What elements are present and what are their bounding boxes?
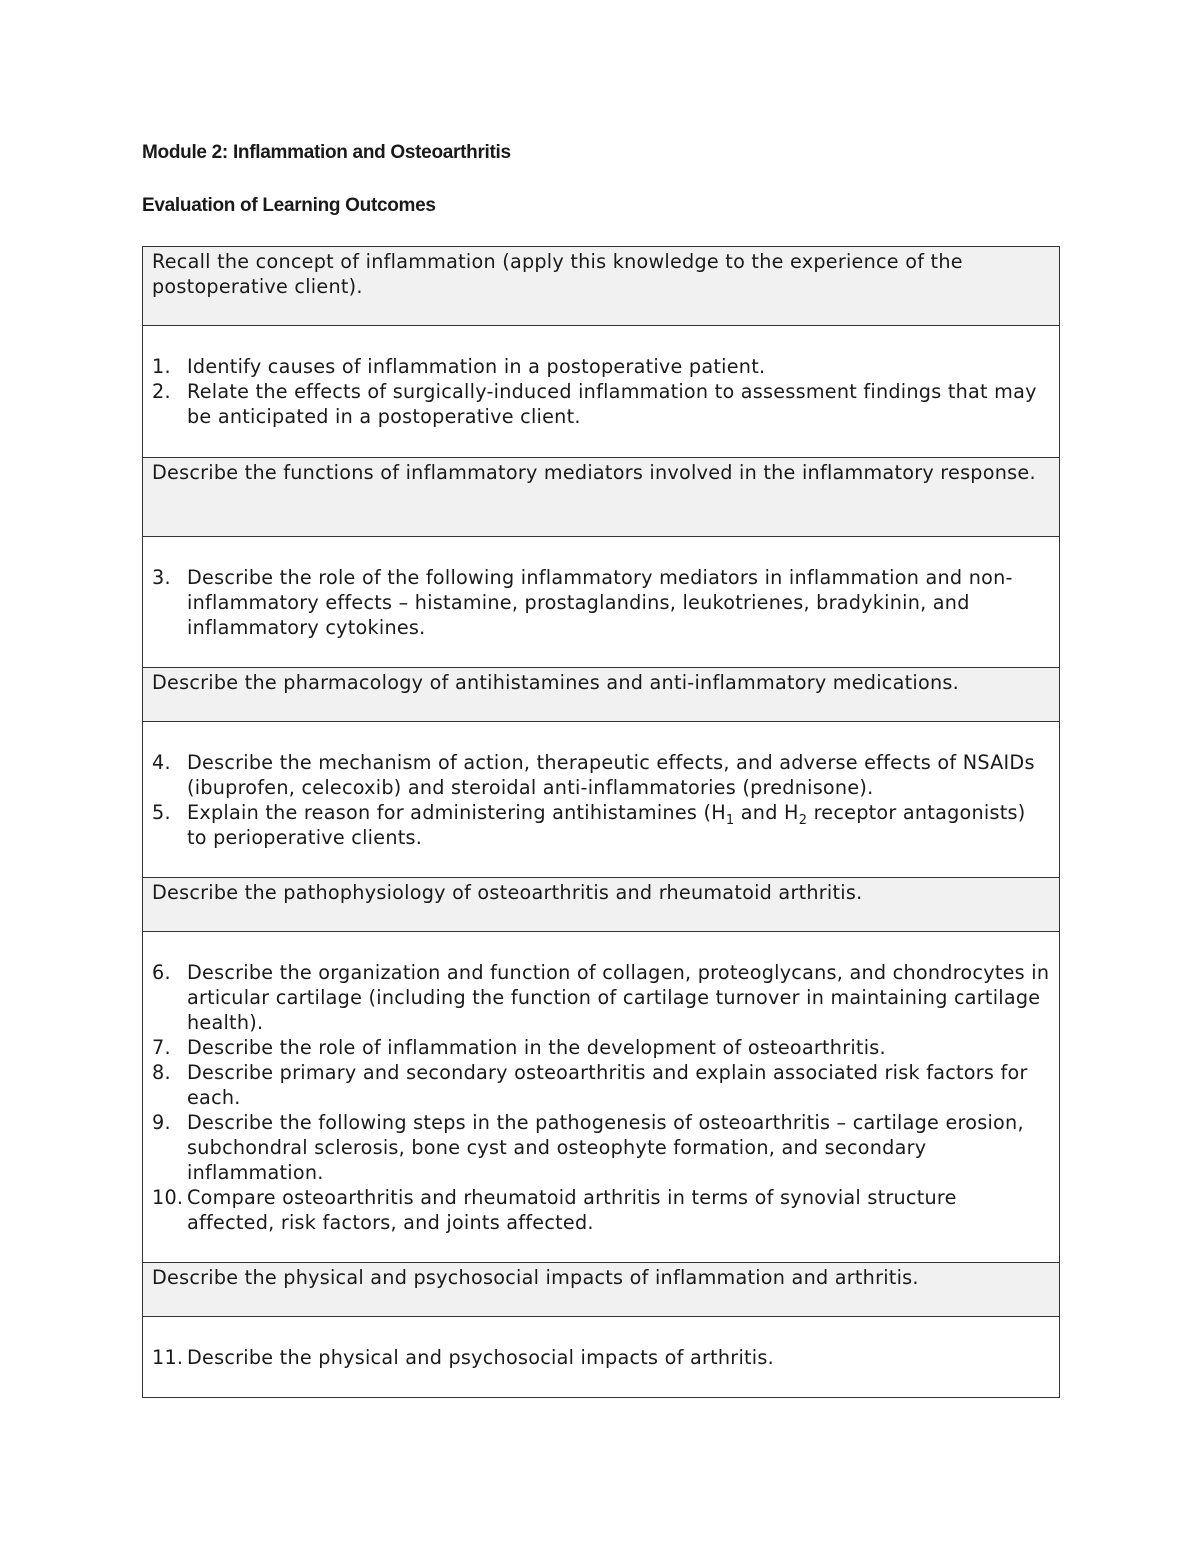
table-row xyxy=(143,1263,1060,1317)
table-row xyxy=(143,878,1060,932)
list-item xyxy=(152,750,1050,800)
table-row xyxy=(143,458,1060,537)
table-row xyxy=(143,722,1060,878)
item-number: 8. xyxy=(152,1061,171,1084)
item-text: Compare osteoarthritis and rheumatoid arthritis in terms of synovial structure affected, risk factors, and joints affected. xyxy=(187,1186,957,1234)
table-row xyxy=(143,326,1060,458)
item-number: 6. xyxy=(152,961,171,984)
item-text: Describe the physical and psychosocial impacts of arthritis. xyxy=(187,1346,774,1369)
list-item xyxy=(152,1060,1050,1110)
item-number: 1. xyxy=(152,355,171,378)
item-number: 2. xyxy=(152,380,171,403)
table-row xyxy=(143,247,1060,326)
list-item xyxy=(152,1035,1050,1060)
outcome-items xyxy=(143,722,1060,878)
document-subtitle: Evaluation of Learning Outcomes xyxy=(142,195,436,216)
list-item xyxy=(152,354,1050,379)
item-text: Relate the effects of surgically-induced inflammation to assessment findings that may be anticipated in a postoperative client. xyxy=(187,380,1037,428)
item-number: 7. xyxy=(152,1036,171,1059)
outcome-header: Describe the functions of inflammatory mediators involved in the inflammatory response. xyxy=(143,458,1060,537)
outcome-items xyxy=(143,932,1060,1263)
learning-outcomes-table xyxy=(142,246,1060,1398)
item-number: 5. xyxy=(152,801,171,824)
table-row xyxy=(143,932,1060,1263)
outcome-items xyxy=(143,1317,1060,1398)
list-item xyxy=(152,1185,1050,1235)
list-item xyxy=(152,1345,1050,1370)
outcome-header: Describe the physical and psychosocial impacts of inflammation and arthritis. xyxy=(143,1263,1060,1317)
item-text: Explain the reason for administering antihistamines ($H_1$ and $H_2$ receptor antagonists) to perioperative clients. xyxy=(187,801,1026,849)
item-text: Describe the mechanism of action, therapeutic effects, and adverse effects of NSAIDs (ibuprofen, celecoxib) and steroidal anti-inflammatories (prednisone). xyxy=(187,751,1035,799)
item-number: 4. xyxy=(152,751,171,774)
item-text: Describe the following steps in the pathogenesis of osteoarthritis – cartilage erosion, subchondral sclerosis, bone cyst and osteophyte formation, and secondary inflammation. xyxy=(187,1111,1024,1184)
document-title: Module 2: Inflammation and Osteoarthritis xyxy=(142,142,511,163)
list-item xyxy=(152,565,1050,640)
table-row xyxy=(143,1317,1060,1398)
outcome-header: Describe the pharmacology of antihistamines and anti-inflammatory medications. xyxy=(143,668,1060,722)
list-item xyxy=(152,379,1050,429)
item-number: 3. xyxy=(152,566,171,589)
item-text: Describe primary and secondary osteoarthritis and explain associated risk factors for each. xyxy=(187,1061,1028,1109)
outcome-header: Describe the pathophysiology of osteoarthritis and rheumatoid arthritis. xyxy=(143,878,1060,932)
outcome-items xyxy=(143,326,1060,458)
list-item xyxy=(152,960,1050,1035)
table-row xyxy=(143,537,1060,668)
item-text: Describe the organization and function of collagen, proteoglycans, and chondrocytes in articular cartilage (including the function of cartilage turnover in maintaining cartilage health). xyxy=(187,961,1050,1034)
item-number: 10. xyxy=(152,1186,184,1209)
table-row xyxy=(143,668,1060,722)
item-number: 9. xyxy=(152,1111,171,1134)
item-text: Identify causes of inflammation in a postoperative patient. xyxy=(187,355,766,378)
outcome-header: Recall the concept of inflammation (apply this knowledge to the experience of the postoperative client). xyxy=(143,247,1060,326)
list-item xyxy=(152,800,1050,850)
list-item xyxy=(152,1110,1050,1185)
outcome-items xyxy=(143,537,1060,668)
item-text: Describe the role of inflammation in the development of osteoarthritis. xyxy=(187,1036,886,1059)
item-number: 11. xyxy=(152,1346,184,1369)
item-text: Describe the role of the following inflammatory mediators in inflammation and non-inflammatory effects – histamine, prostaglandins, leukotrienes, bradykinin, and inflammatory cytokines. xyxy=(187,566,1013,639)
